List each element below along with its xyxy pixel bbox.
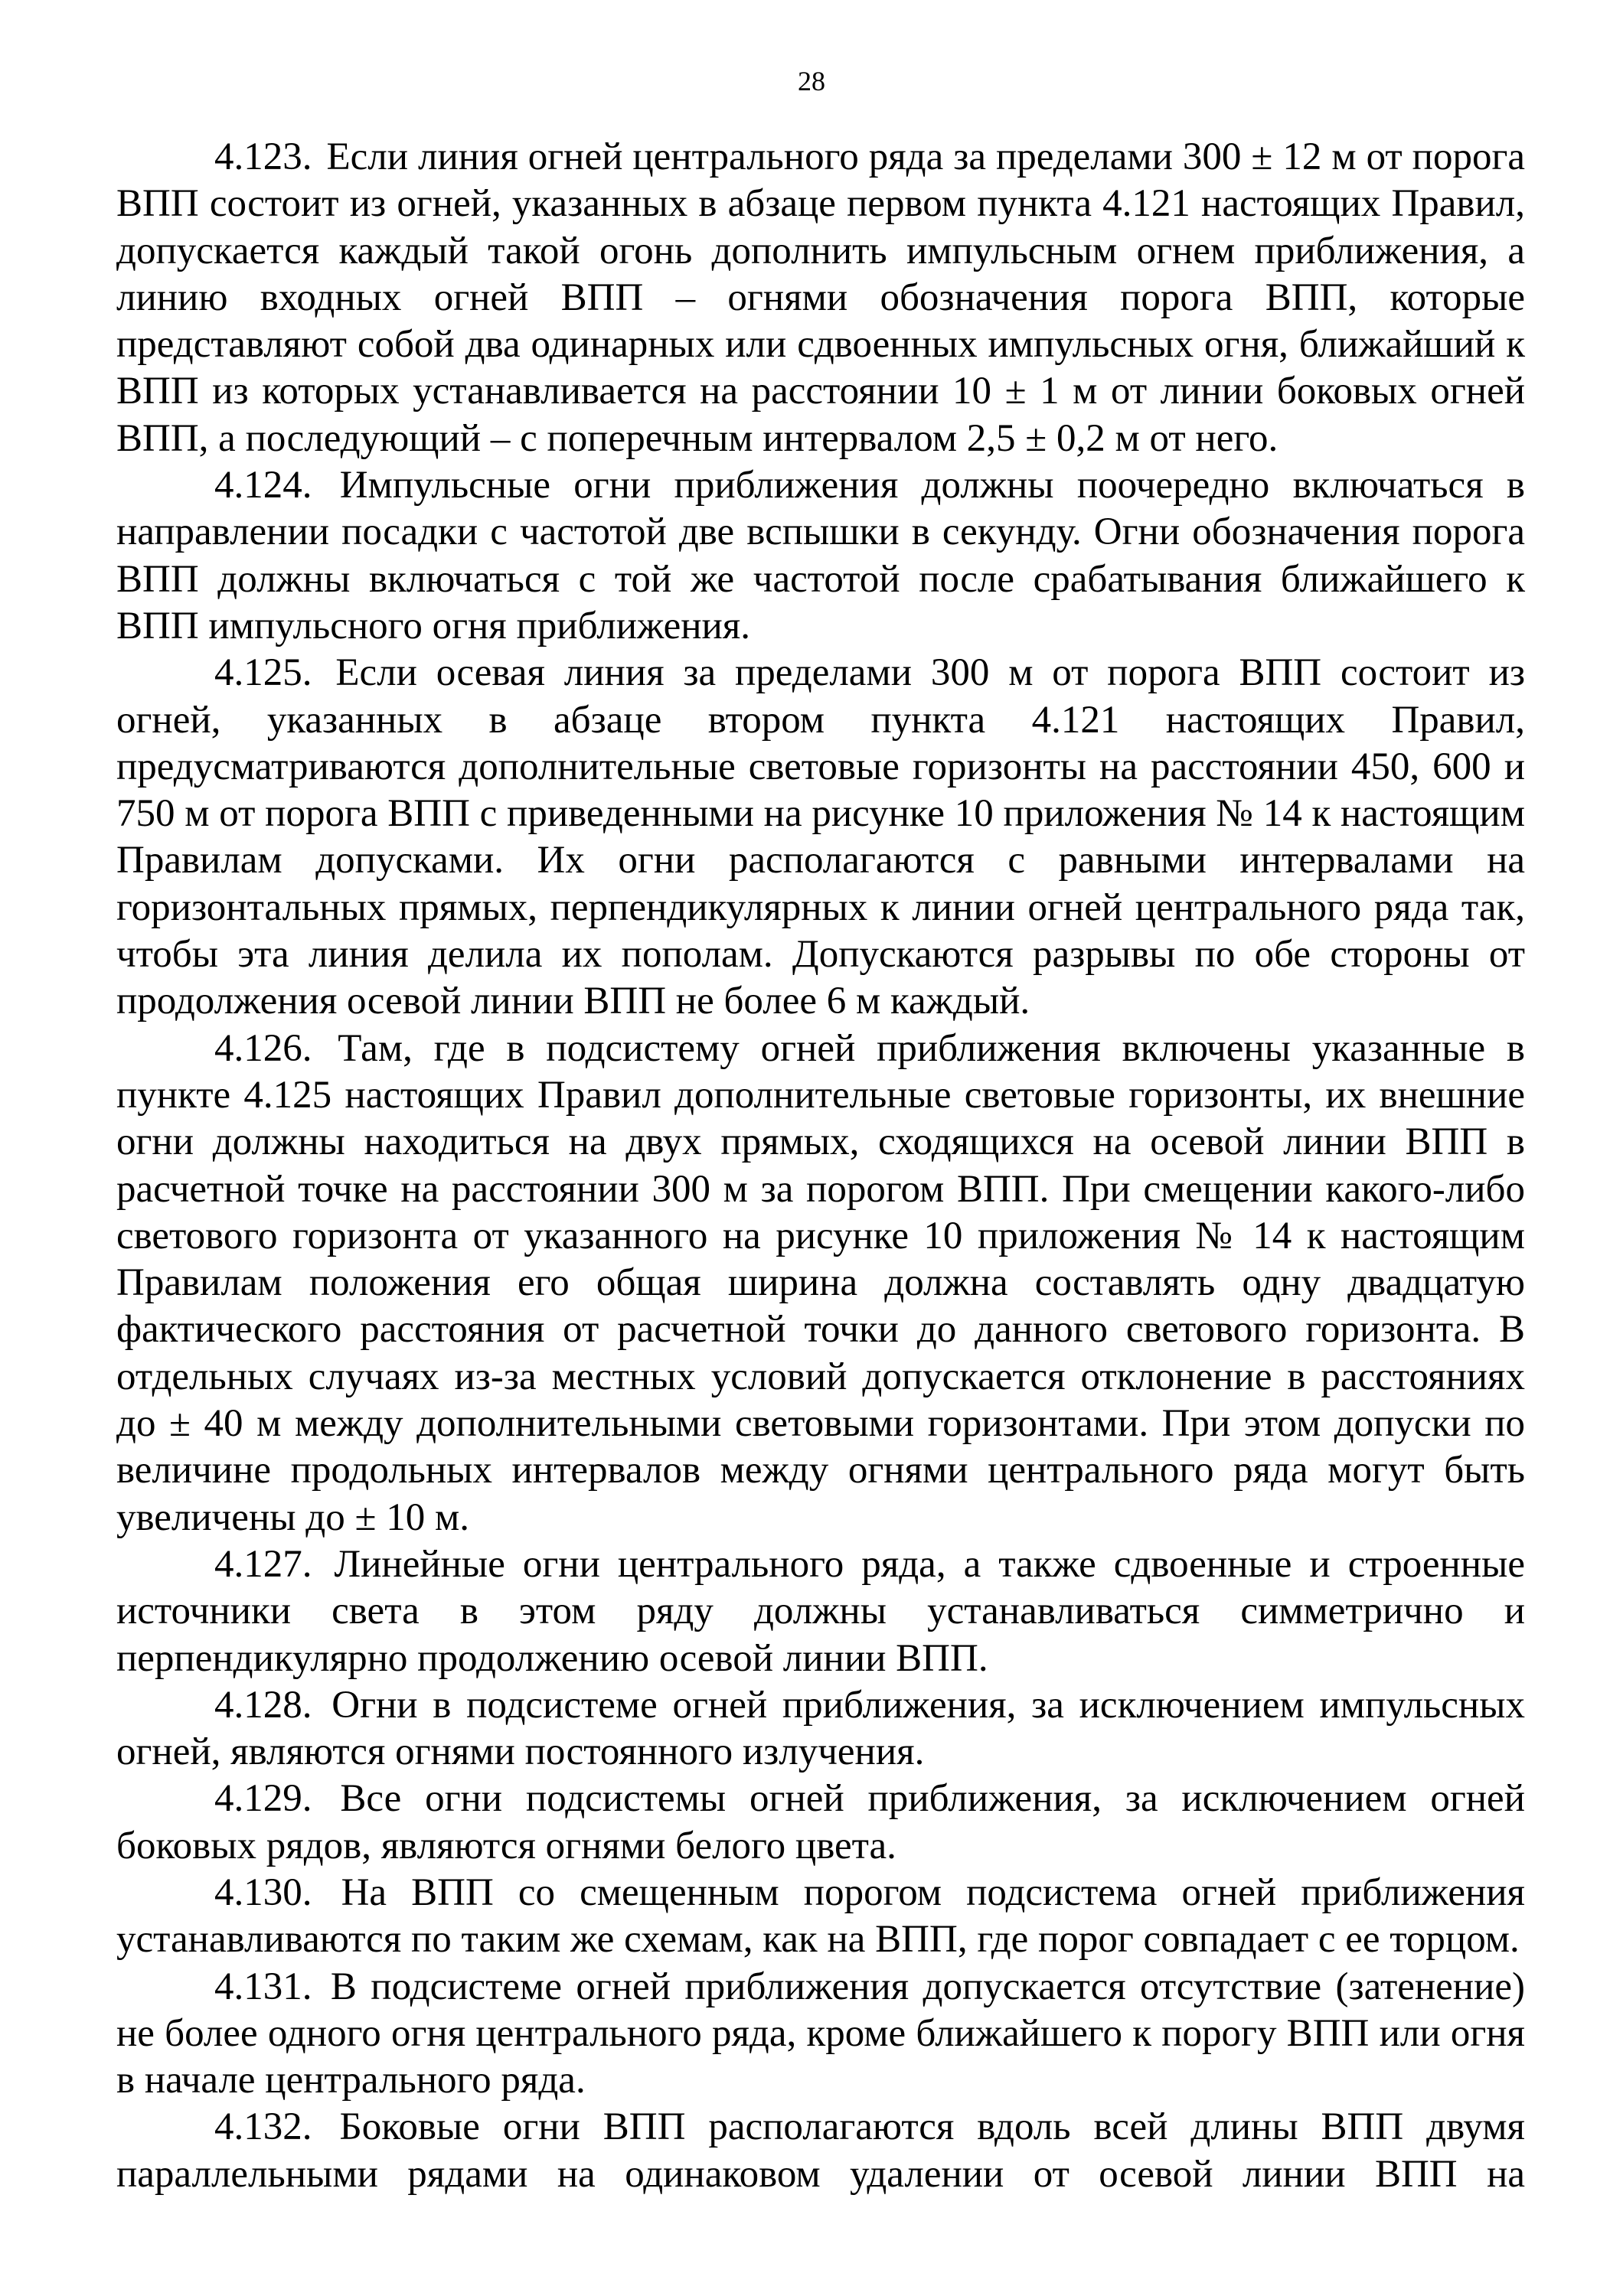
paragraph-text: Боковые огни ВПП располагаются вдоль всей длины ВПП двумя параллельными рядами на одинаковом удалении от осевой линии ВПП на [116,2105,1525,2196]
paragraph-text: Там, где в подсистему огней приближения включены указанные в пункте 4.125 настоящих Правил дополнительные световые горизонты, их внешние огни должны находиться на двух прямых, сходящихся на осевой линии ВПП в расчетной точке на расстоянии 300 м за порогом ВПП. При смещении какого-либо светового горизонта от указанного на рисунке 10 приложения № 14 к настоящим Правилам положения его общая ширина должна составлять одну двадцатую фактического расстояния от расчетной точки до данного светового горизонта. В отдельных случаях из-за местных условий допускается отклонение в расстояниях до ± 40 м между дополнительными световыми горизонтами. При этом допуски по величине продольных интервалов между огнями центрального ряда могут быть увеличены до ± 10 м. [116,1026,1525,1539]
paragraph-4-123 [116,134,1525,462]
paragraph-number: 4.124. [214,464,312,507]
paragraph-text: Все огни подсистемы огней приближения, за исключением огней боковых рядов, являются огнями белого цвета. [116,1777,1525,1867]
paragraph-number: 4.132. [214,2105,312,2149]
paragraph-text: На ВПП со смещенным порогом подсистема огней приближения устанавливаются по таким же схемам, как на ВПП, где порог совпадает с ее торцом. [116,1870,1525,1962]
document-body [116,134,1525,2198]
paragraph-4-128 [116,1682,1525,1776]
paragraph-4-131 [116,1964,1525,2105]
paragraph-number: 4.125. [214,651,312,695]
paragraph-number: 4.128. [214,1683,312,1727]
paragraph-4-130 [116,1870,1525,1964]
paragraph-text: В подсистеме огней приближения допускается отсутствие (затенение) не более одного огня центрального ряда, кроме ближайшего к порогу ВПП или огня в начале центрального ряда. [116,1965,1525,2102]
paragraph-text: Импульсные огни приближения должны поочередно включаться в направлении посадки с частотой две вспышки в секунду. Огни обозначения порога ВПП должны включаться с той же частотой после срабатывания ближайшего к ВПП импульсного огня приближения. [116,464,1526,647]
paragraph-4-132 [116,2104,1525,2198]
page-number: 28 [798,66,825,96]
paragraph-4-126 [116,1026,1525,1541]
paragraph-number: 4.126. [214,1026,312,1070]
paragraph-text: Если линия огней центрального ряда за пределами 300 ± 12 м от порога ВПП состоит из огней, указанных в абзаце первом пункта 4.121 настоящих Правил, допускается каждый такой огонь дополнить импульсным огнем приближения, а линию входных огней ВПП – огнями обозначения порога ВПП, которые представляют собой два одинарных или сдвоенных импульсных огня, ближайший к ВПП из которых устанавливается на расстоянии 10 ± 1 м от линии боковых огней ВПП, а последующий – с поперечным интервалом 2,5 ± 0,2 м от него. [116,135,1526,460]
paragraph-number: 4.127. [214,1542,312,1586]
paragraph-number: 4.123. [214,135,312,178]
paragraph-4-129 [116,1776,1525,1870]
paragraph-4-125 [116,650,1525,1025]
paragraph-4-127 [116,1541,1525,1682]
paragraph-text: Линейные огни центрального ряда, а также сдвоенные и строенные источники света в этом ряду должны устанавливаться симметрично и перпендикулярно продолжению осевой линии ВПП. [116,1542,1525,1680]
paragraph-text: Если осевая линия за пределами 300 м от порога ВПП состоит из огней, указанных в абзаце втором пункта 4.121 настоящих Правил, предусматриваются дополнительные световые горизонты на расстоянии 450, 600 и 750 м от порога ВПП с приведенными на рисунке 10 приложения № 14 к настоящим Правилам допусками. Их огни располагаются с равными интервалами на горизонтальных прямых, перпендикулярных к линии огней центрального ряда так, чтобы эта линия делила их пополам. Допускаются разрывы по обе стороны от продолжения осевой линии ВПП не более 6 м каждый. [116,651,1526,1023]
paragraph-number: 4.129. [214,1777,312,1821]
paragraph-number: 4.130. [214,1870,312,1914]
paragraph-text: Огни в подсистеме огней приближения, за исключением импульсных огней, являются огнями постоянного излучения. [116,1683,1525,1774]
paragraph-number: 4.131. [214,1965,312,2008]
paragraph-4-124 [116,462,1525,650]
